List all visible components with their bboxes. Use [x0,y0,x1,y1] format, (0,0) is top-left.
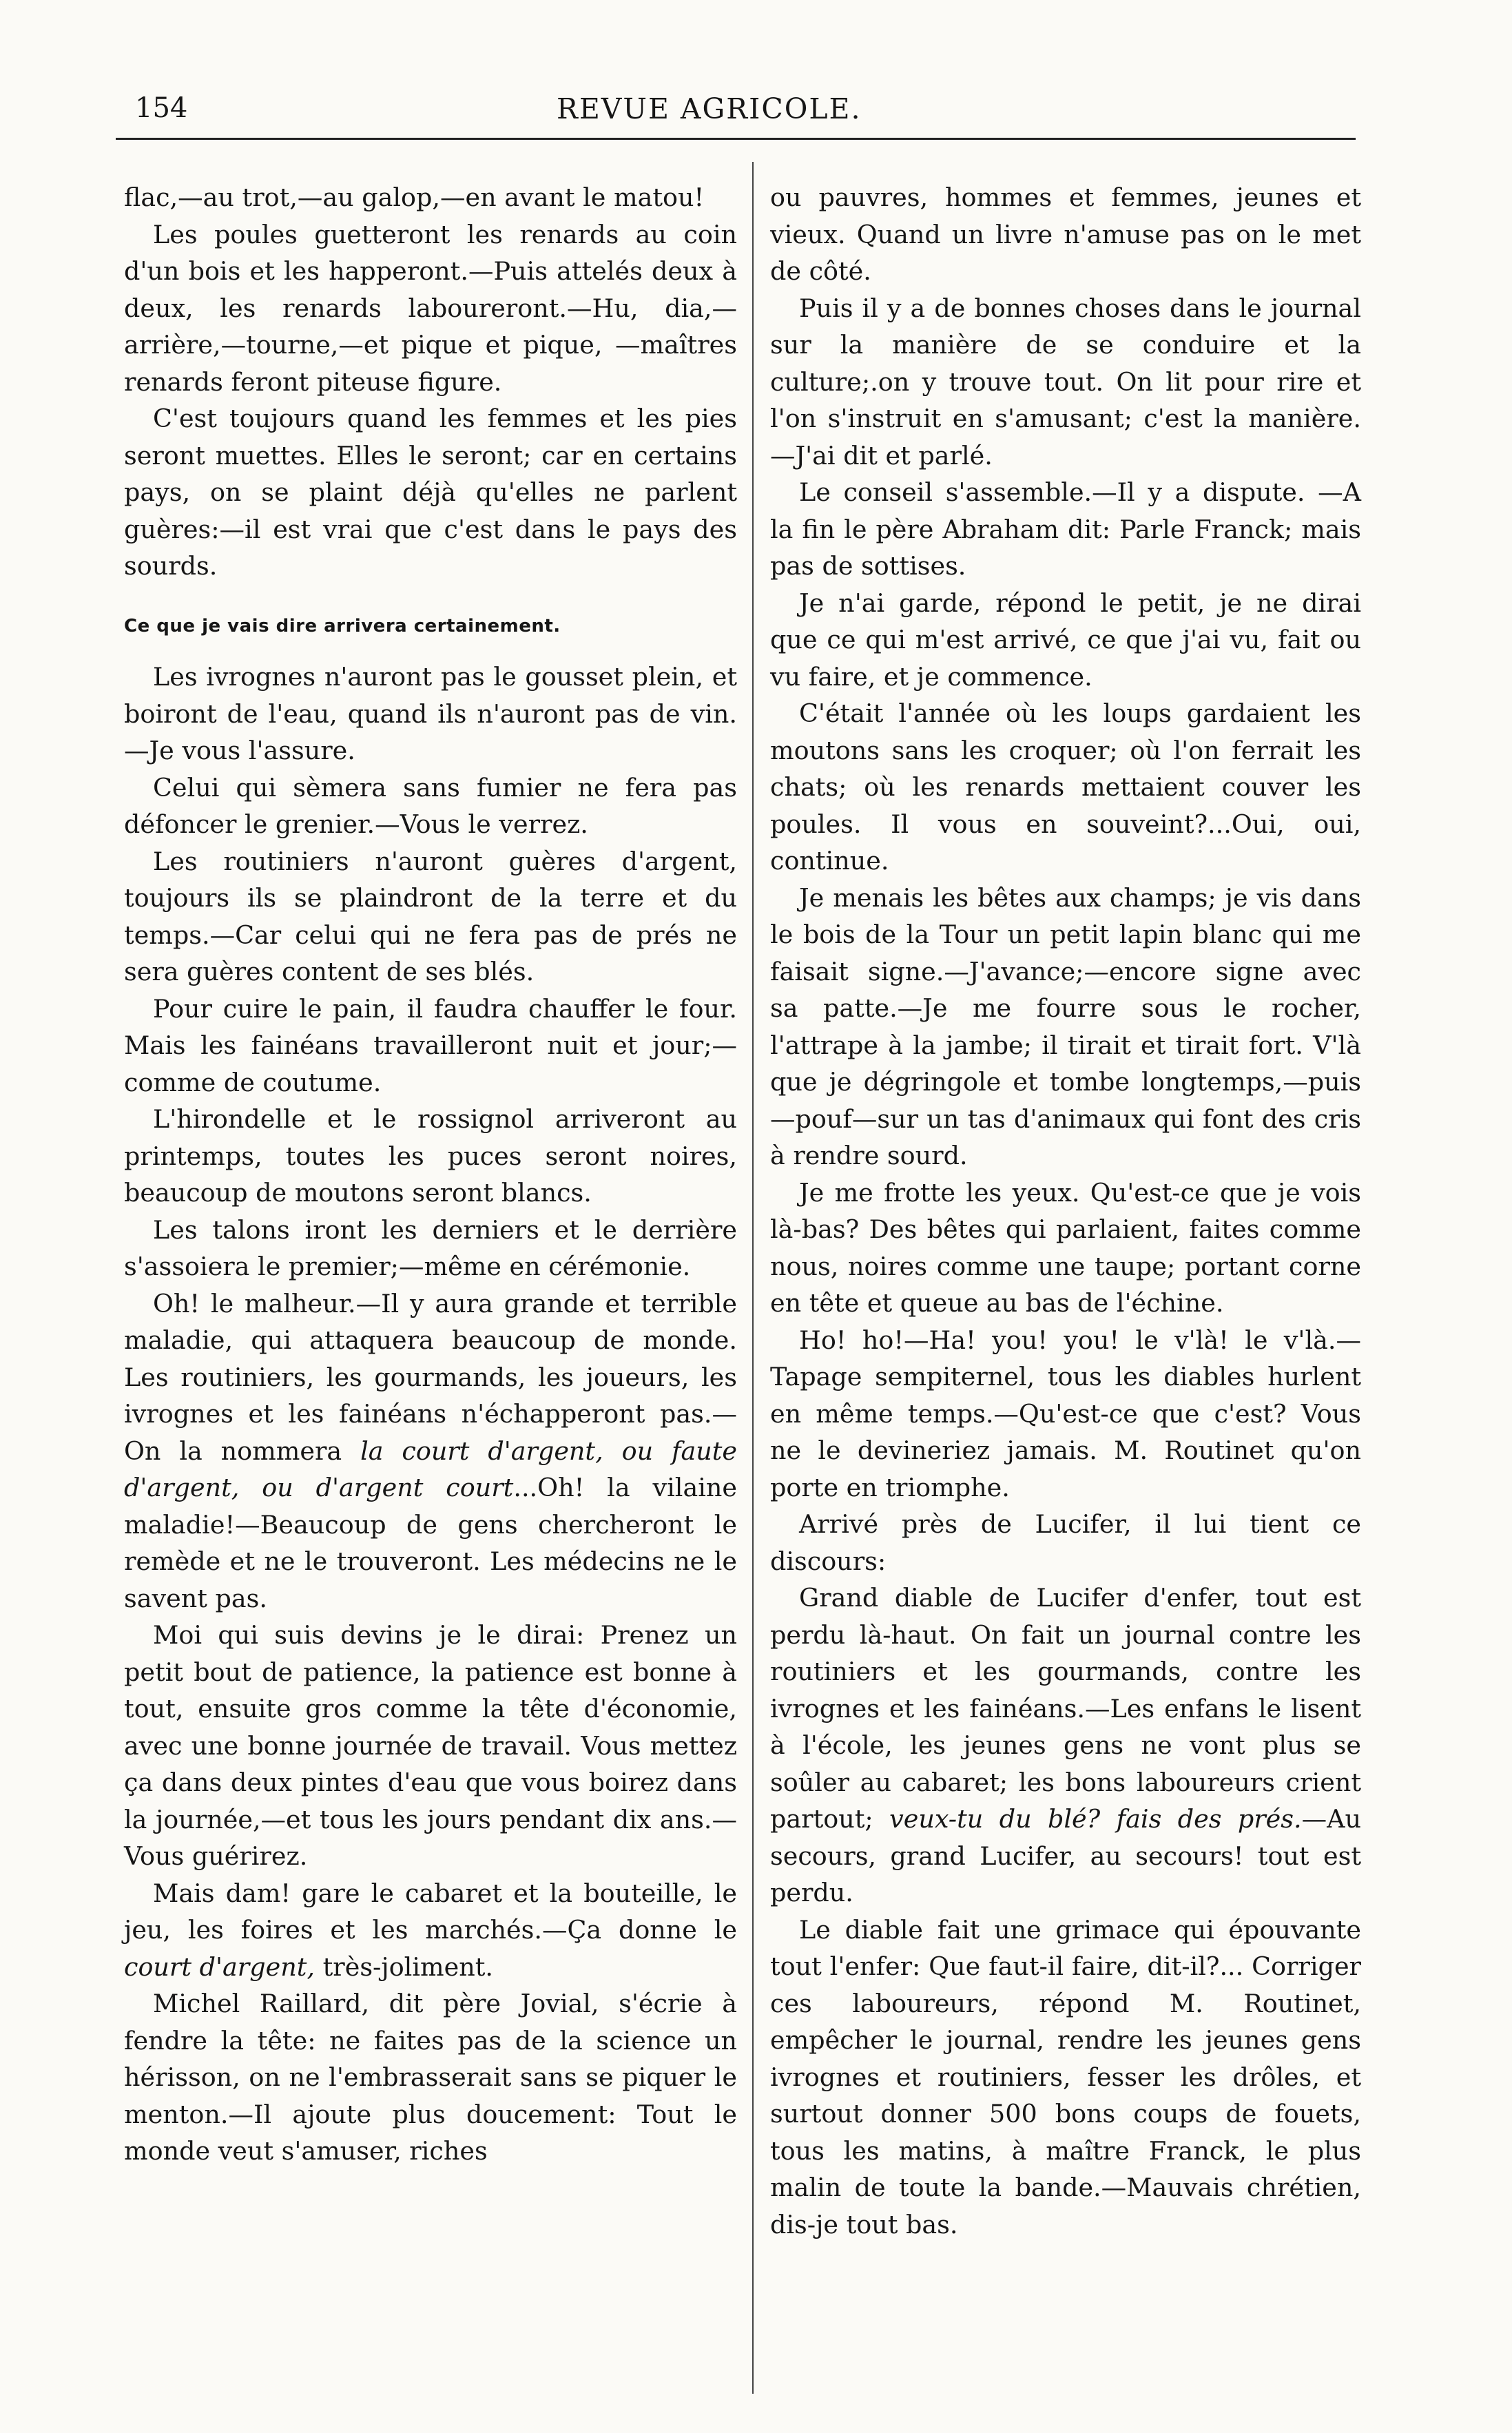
paragraph: Le conseil s'assemble.—Il y a dispute. —A la fin le père Abraham dit: Parle Franck; mais pas de sottises. [770,477,1361,581]
text-run: Grand diable de Lucifer d'enfer, tout est perdu là-haut. On fait un journal contre les routiniers et les gourmands, contre les ivrognes et les fainéans.—Les enfans le lisent à l'école, les jeunes gens ne vont plus se soûler au cabaret; les bons laboureurs crient partout; [770,1583,1361,1834]
paragraph [124,1875,737,1986]
paragraph: Celui qui sèmera sans fumier ne fera pas défoncer le grenier.—Vous le verrez. [124,772,737,839]
header-rule [116,138,1356,140]
text-run: —Au secours, grand Lucifer, au secours! tout est perdu. [770,1804,1361,1907]
paragraph: L'hirondelle et le rossignol arriveront au printemps, toutes les puces seront noires, beaucoup de moutons seront blancs. [124,1104,737,1208]
paragraph: Je n'ai garde, répond le petit, je ne dirai que ce qui m'est arrivé, ce que j'ai vu, fait ou vu faire, et je commence. [770,588,1361,692]
paragraph: Je menais les bêtes aux champs; je vis dans le bois de la Tour un petit lapin blanc qui me faisait signe.—J'avance;—encore signe avec sa patte.—Je me fourre sous le rocher, l'attrape à la jambe; il tirait et tirait fort. V'là que je dégringole et tombe longtemps,—puis—pouf—sur un tas d'animaux qui font des cris à rendre sourd. [770,882,1361,1170]
paragraph: Arrivé près de Lucifer, il lui tient ce discours: [770,1509,1361,1576]
paragraph: C'est toujours quand les femmes et les pies seront muettes. Elles le seront; car en certains pays, on se plaint déjà qu'elles ne parlent guères:—il est vrai que c'est dans le pays des sourds. [124,404,737,581]
paragraph [770,1580,1361,1912]
paragraph: Les ivrognes n'auront pas le gousset plein, et boiront de l'eau, quand ils n'auront pas de vin.—Je vous l'assure. [124,662,737,765]
paragraph: Je me frotte les yeux. Qu'est-ce que je vois là-bas? Des bêtes qui parlaient, faites comme nous, noires comme une taupe; portant corne en tête et queue au bas de l'échine. [770,1177,1361,1318]
italic-run: court d'argent, [124,1951,315,1982]
page-number: 154 [135,92,188,124]
paragraph: Les routiniers n'auront guères d'argent, toujours ils se plaindront de la terre et du temps.—Car celui qui ne fera pas de prés ne sera guères content de ses blés. [124,846,737,986]
running-title: REVUE AGRICOLE. [557,92,862,125]
column-divider [752,162,754,2394]
section-heading: Ce que je vais dire arrivera certainement. [124,615,561,636]
paragraph: Puis il y a de bonnes choses dans le journal sur la manière de se conduire et la culture;.on y trouve tout. On lit pour rire et l'on s'instruit en s'amusant; c'est la manière.—J'ai dit et parlé. [770,293,1361,470]
text-run: Mais dam! gare le cabaret et la bouteille, le jeu, les foires et les marchés.—Ça donne le [124,1878,737,1945]
paragraph: Moi qui suis devins je le dirai: Prenez un petit bout de patience, la patience est bonne à tout, ensuite gros comme la tête d'économie, avec une bonne journée de travail. Vous mettez ça dans deux pintes d'eau que vous boirez dans la journée,—et tous les jours pendant dix ans.—Vous guérirez. [124,1620,737,1871]
text-run: Oh! le malheur.—Il y aura grande et terrible maladie, qui attaquera beaucoup de monde. Les routiniers, les gourmands, les joueurs, les ivrognes et les fainéans n'échapperont pas.—On la nommera [124,1288,737,1466]
paragraph: Les poules guetteront les renards au coin d'un bois et les happeront.—Puis attelés deux à deux, les renards laboureront.—Hu, dia,—arrière,—tourne,—et pique et pique, —maîtres renards feront piteuse figure. [124,219,737,397]
text-run: ...Oh! la vilaine maladie!—Beaucoup de gens chercheront le remède et ne le trouveront. Les médecins ne le savent pas. [124,1473,737,1613]
paragraph: C'était l'année où les loups gardaient les moutons sans les croquer; où l'on ferrait les chats; où les renards mettaient couver les poules. Il vous en souveint?...Oui, oui, continue. [770,698,1361,876]
text-run: très-joliment. [315,1951,494,1982]
italic-run: la court d'argent, ou faute d'argent, ou d'argent court [124,1436,738,1502]
right-column [770,179,1361,2243]
paragraph: Pour cuire le pain, il faudra chauffer le four. Mais les fainéans travailleront nuit et jour;—comme de coutume. [124,993,737,1097]
paragraph: Ho! ho!—Ha! you! you! le v'là! le v'là.—Tapage sempiternel, tous les diables hurlent en même temps.—Qu'est-ce que c'est? Vous ne le devineriez jamais. M. Routinet qu'on porte en triomphe. [770,1325,1361,1502]
italic-run: veux-tu du blé? fais des prés. [889,1804,1302,1834]
paragraph: Michel Raillard, dit père Jovial, s'écrie à fendre la tête: ne faites pas de la science un hérisson, on ne l'embrasserait sans se piquer le menton.—Il ajoute plus doucement: Tout le monde veut s'amuser, riches [124,1989,737,2166]
paragraph [124,1285,737,1617]
page-header [116,88,1349,143]
paragraph: flac,—au trot,—au galop,—en avant le matou! [124,183,705,212]
paragraph: Les talons iront les derniers et le derrière s'assoiera le premier;—même en cérémonie. [124,1214,737,1281]
left-column [124,179,737,2170]
paragraph: ou pauvres, hommes et femmes, jeunes et vieux. Quand un livre n'amuse pas on le met de côté. [770,183,1361,286]
paragraph: Le diable fait une grimace qui épouvante tout l'enfer: Que faut-il faire, dit-il?... Corriger ces laboureurs, répond M. Routinet, empêcher le journal, rendre les jeunes gens ivrognes et routiniers, fesser les drôles, et surtout donner 500 bons coups de fouets, tous les matins, à maître Franck, le plus malin de toute la bande.—Mauvais chrétien, dis-je tout bas. [770,1914,1361,2239]
